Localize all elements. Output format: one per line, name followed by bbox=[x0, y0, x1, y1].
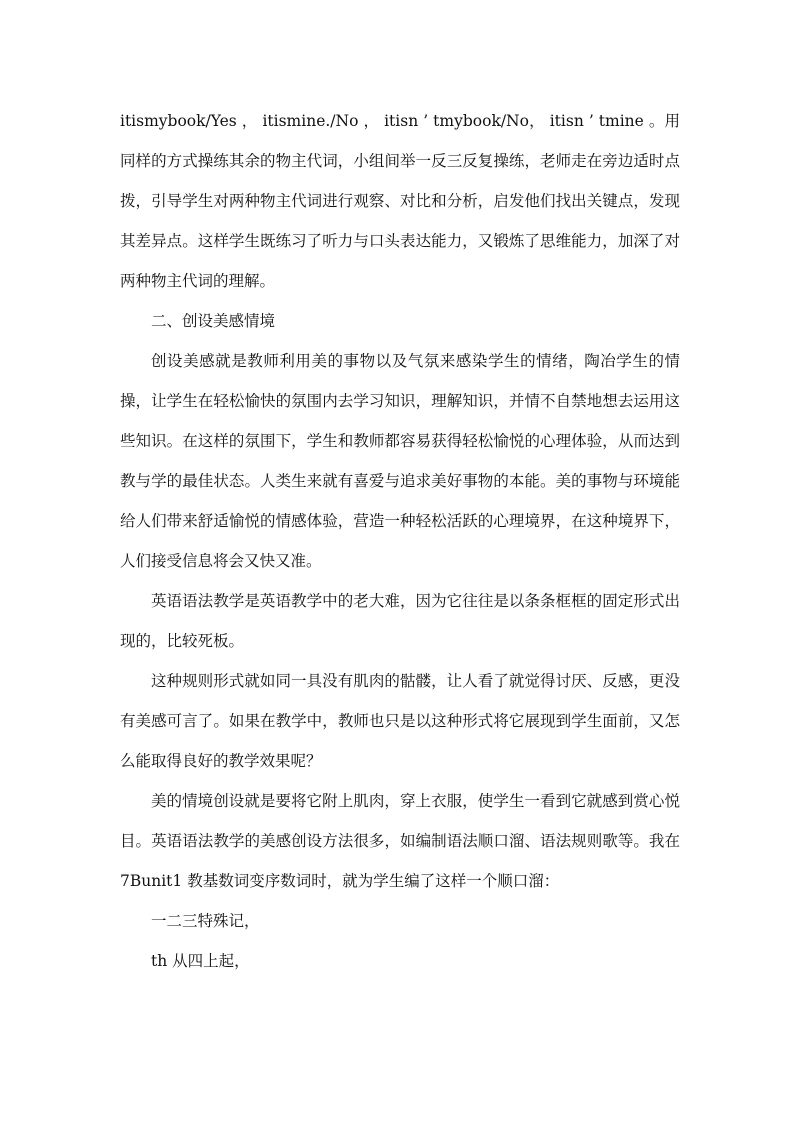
rhyme-line-two: th 从四上起， bbox=[151, 952, 250, 970]
paragraph-grammar-difficulty: 英语语法教学是英语教学中的老大难，因为它往往是以条条框框的固定形式出现的，比较死板。 bbox=[120, 592, 680, 650]
paragraph-aesthetic-definition: 创设美感就是教师利用美的事物以及气氛来感染学生的情绪，陶冶学生的情操，让学生在轻松愉快的氛围内去学习知识，理解知识，并情不自禁地想去运用这些知识。在这样的氛围下，学生和教师都容易获得轻松愉悦的心理体验，从而达到教与学的最佳状态。人类生来就有喜爱与追求美好事物的本能。美的事物与环境能给人们带来舒适愉悦的情感体验，营造一种轻松活跃的心理境界，在这种境界下，人们接受信息将会又快又准。 bbox=[120, 352, 680, 570]
document-body bbox=[120, 101, 680, 981]
rhyme-line-one: 一二三特殊记， bbox=[151, 912, 260, 930]
paragraph-create-situation: 美的情境创设就是要将它附上肌肉，穿上衣服，使学生一看到它就感到赏心悦目。英语语法教学的美感创设方法很多，如编制语法顺口溜、语法规则歌等。我在 7Bunit1 教基数词变序数词时，就为学生编了这样一个顺口溜： bbox=[120, 792, 680, 890]
section-heading-aesthetic-situation: 二、创设美感情境 bbox=[151, 312, 276, 330]
paragraph-skeleton-metaphor: 这种规则形式就如同一具没有肌肉的骷髅，让人看了就觉得讨厌、反感，更没有美感可言了。如果在教学中，教师也只是以这种形式将它展现到学生面前，又怎么能取得良好的教学效果呢？ bbox=[120, 672, 680, 770]
paragraph-possessive-pronoun-practice: itismybook/Yes ， itismine./No ， itisn ’ tmybook/No， itisn ’ tmine 。用同样的方式操练其余的物主代词，小组间举一反三反复操练，老师走在旁边适时点拨，引导学生对两种物主代词进行观察、对比和分析，启发他们找出关键点，发现其差异点。这样学生既练习了听力与口头表达能力，又锻炼了思维能力，加深了对两种物主代词的理解。 bbox=[120, 112, 680, 290]
